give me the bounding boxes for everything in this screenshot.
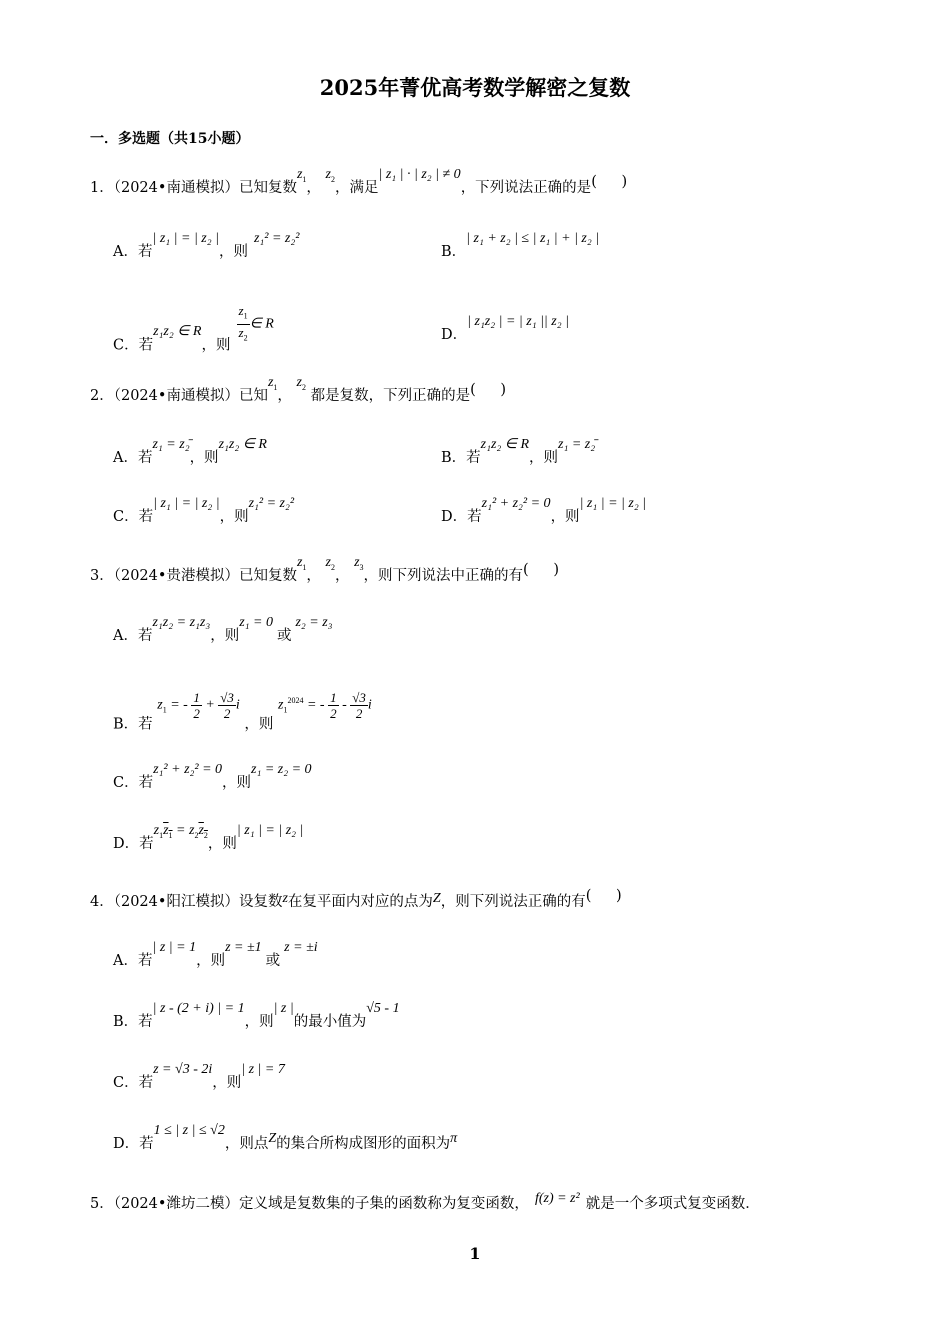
option-2a: A．若z₁ = z₂̄，则z₁z₂ ∈ R (113, 437, 267, 466)
section-heading: 一．多选题（共15小题） (90, 131, 250, 147)
option-1d: D．| z₁z₂ | = | z₁ || z₂ | (441, 314, 569, 343)
math-condition: | z₁ | · | z₂ | ≠ 0 (378, 167, 461, 182)
option-3c: C．若z₁² + z₂² = 0，则z₁ = z₂ = 0 (113, 762, 312, 791)
question-3: 3．（2024•贵港模拟）已知复数$z_1$， $z_2$， $z_3$，则下列说法中正确的有( ) (90, 566, 559, 592)
question-1: 1．（2024•南通模拟）已知复数$z_1$， $z_2$，满足| z₁ | · | z₂ | ≠ 0，下列说法正确的是( ) (90, 178, 627, 204)
option-2c: C．若| z₁ | = | z₂ |，则z₁² = z₂² (113, 496, 295, 525)
option-4a: A．若| z | = 1，则z = ±1或z = ±i (113, 940, 318, 969)
answer-blank (523, 560, 559, 580)
option-1b: B．| z₁ + z₂ | ≤ | z₁ | + | z₂ | (441, 231, 600, 260)
document-title: 2025年菁优高考数学解密之复数 (319, 75, 631, 100)
question-2: 2．（2024•南通模拟）已知$z_1$， $z_2$ 都是复数，下列正确的是( ) (90, 386, 506, 412)
answer-blank (591, 172, 627, 192)
option-3b: B．若 $z_1$ = - $\frac{1}{2}$ + $\frac{√3}{2}$ i ，则 $z_1^{2024}$ = - $\frac{1}{2}$ - $\frac{√3}{2}$ i (113, 690, 372, 733)
option-4d: D．若1 ≤ | z | ≤ √2，则点Z的集合所构成图形的面积为π (113, 1123, 458, 1152)
question-source: （2024•南通模拟）已知复数 (113, 180, 297, 196)
answer-blank (470, 380, 506, 400)
question-5: 5．（2024•潍坊二模）定义域是复数集的子集的函数称为复变函数， f(z) = z² 就是一个多项式复变函数． (90, 1191, 760, 1212)
math-z1: $z_1$ (296, 167, 307, 184)
option-2b: B．若z₁z₂ ∈ R，则z₁ = z₂̄ (441, 437, 596, 466)
option-4b: B．若| z - (2 + i) | = 1，则| z |的最小值为√5 - 1 (113, 1001, 400, 1030)
option-3a: A．若z₁z₂ = z₁z₃，则z₁ = 0或z₂ = z₃ (113, 615, 333, 644)
option-4c: C．若z = √3 - 2i，则| z | = 7 (113, 1062, 285, 1091)
option-1a: A．若| z₁ | = | z₂ |，则z₁² = z₂² (113, 231, 300, 260)
math-z2: $z_2$ (325, 167, 335, 184)
answer-blank (586, 886, 622, 906)
option-1c: C．若z₁z₂ ∈ R，则 $\frac{z_1}{z_2}$ ∈ R (113, 303, 274, 354)
question-4: 4．（2024•阳江模拟）设复数z在复平面内对应的点为Z，则下列说法正确的有( ) (90, 892, 622, 913)
option-3d: D．若$z_1z_1 = z_2z_2$，则| z₁ | = | z₂ | (113, 823, 304, 852)
question-number: 1． (90, 180, 114, 196)
option-2d: D．若z₁² + z₂² = 0，则| z₁ | = | z₂ | (441, 496, 647, 525)
page-number: 1 (469, 1244, 481, 1263)
question-tail: ，下列说法正确的是 (460, 180, 592, 196)
